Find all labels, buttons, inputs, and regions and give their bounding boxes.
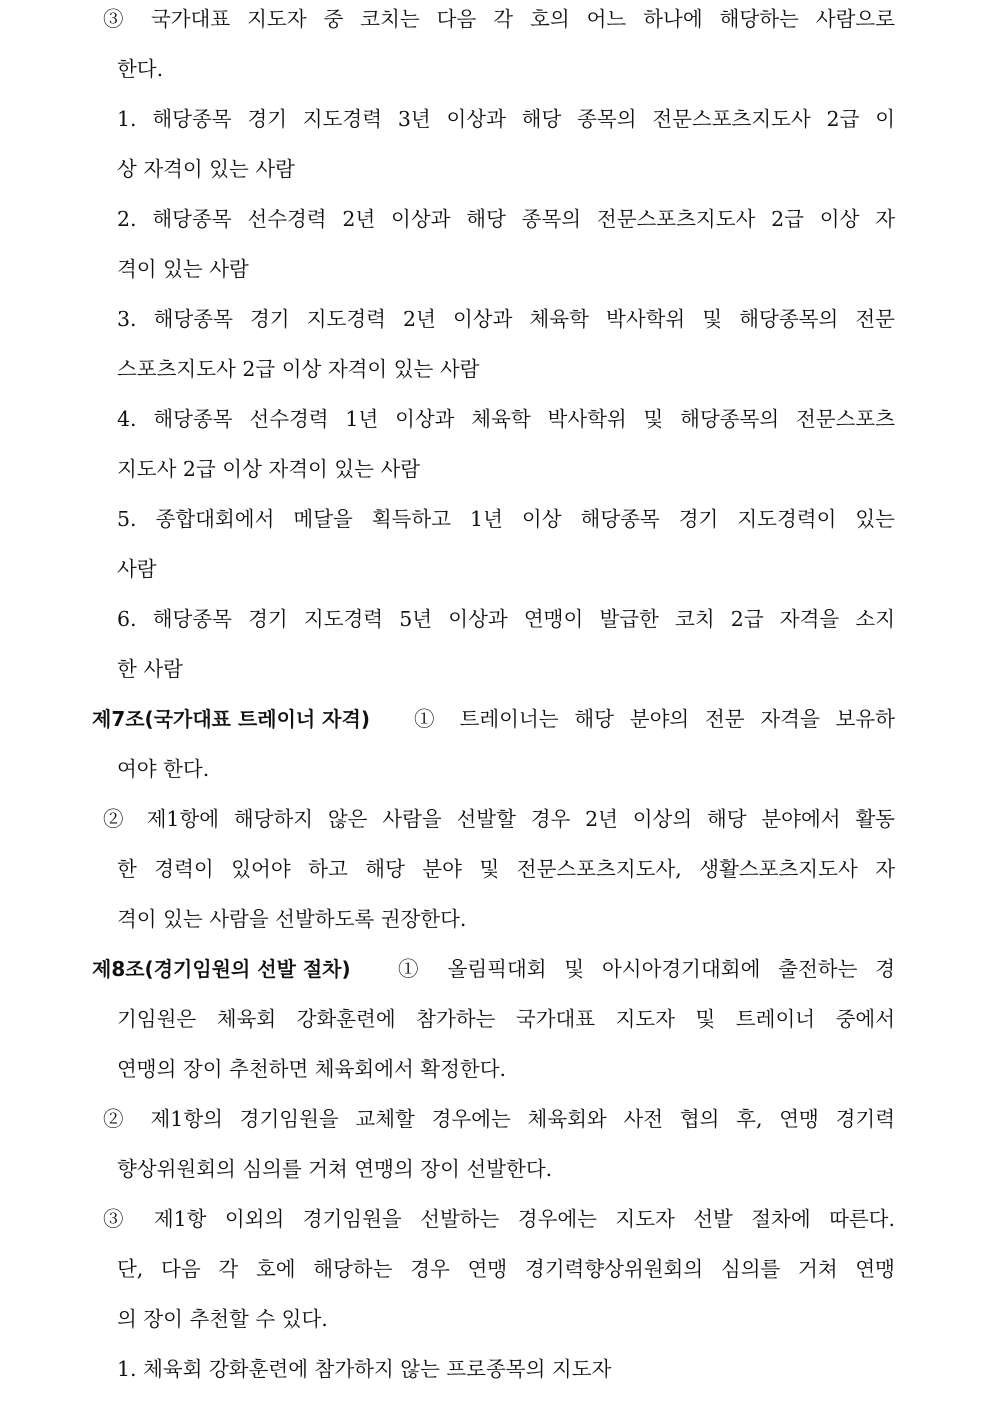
list-item-5-line-1: 5. 종합대회에서 메달을 획득하고 1년 이상 해당종목 경기 지도경력이 있는 — [117, 507, 895, 531]
article-8-para-3-line-1: ③ 제1항 이외의 경기임원을 선발하는 경우에는 지도자 선발 절차에 따른다. — [103, 1207, 895, 1231]
article-8-para-1-line-2: 기임원은 체육회 강화훈련에 참가하는 국가대표 지도자 및 트레이너 중에서 — [117, 1007, 895, 1031]
list-item-3-line-1: 3. 해당종목 경기 지도경력 2년 이상과 체육학 박사학위 및 해당종목의 전문 — [117, 307, 895, 331]
coach-qualification-line-1: ③ 국가대표 지도자 중 코치는 다음 각 호의 어느 하나에 해당하는 사람으로 — [103, 7, 895, 31]
article-8-list-item-1: 1. 체육회 강화훈련에 참가하지 않는 프로종목의 지도자 — [117, 1357, 612, 1381]
list-item-4-line-1: 4. 해당종목 선수경력 1년 이상과 체육학 박사학위 및 해당종목의 전문스포츠 — [117, 407, 895, 431]
list-item-2-line-2: 격이 있는 사람 — [117, 257, 249, 281]
article-7-heading: 제7조(국가대표 트레이너 자격) — [92, 707, 370, 731]
coach-qualification-line-2: 한다. — [117, 57, 164, 81]
list-item-1-line-1: 1. 해당종목 경기 지도경력 3년 이상과 해당 종목의 전문스포츠지도사 2급 이 — [117, 107, 895, 131]
article-8-para-3-line-2: 단, 다음 각 호에 해당하는 경우 연맹 경기력향상위원회의 심의를 거쳐 연맹 — [117, 1257, 895, 1281]
article-8-para-2-line-1: ② 제1항의 경기임원을 교체할 경우에는 체육회와 사전 협의 후, 연맹 경기력 — [103, 1107, 895, 1131]
article-8-para-2-line-2: 향상위원회의 심의를 거쳐 연맹의 장이 선발한다. — [117, 1157, 553, 1181]
list-item-6-line-2: 한 사람 — [117, 657, 183, 681]
article-8-para-1-line-1: ① 올림픽대회 및 아시아경기대회에 출전하는 경 — [398, 957, 895, 981]
article-8-para-1-line-3: 연맹의 장이 추천하면 체육회에서 확정한다. — [117, 1057, 507, 1081]
article-7-para-1-line-1: ① 트레이너는 해당 분야의 전문 자격을 보유하 — [414, 707, 895, 731]
list-item-3-line-2: 스포츠지도사 2급 이상 자격이 있는 사람 — [117, 357, 480, 381]
list-item-4-line-2: 지도사 2급 이상 자격이 있는 사람 — [117, 457, 421, 481]
list-item-5-line-2: 사람 — [117, 557, 157, 581]
list-item-6-line-1: 6. 해당종목 경기 지도경력 5년 이상과 연맹이 발급한 코치 2급 자격을 소지 — [117, 607, 895, 631]
list-item-1-line-2: 상 자격이 있는 사람 — [117, 157, 295, 181]
article-8-para-3-line-3: 의 장이 추천할 수 있다. — [117, 1307, 328, 1331]
article-7-para-1-line-2: 여야 한다. — [117, 757, 210, 781]
article-8-heading: 제8조(경기임원의 선발 절차) — [92, 957, 351, 981]
article-7-para-2-line-1: ② 제1항에 해당하지 않은 사람을 선발할 경우 2년 이상의 해당 분야에서 활동 — [103, 807, 895, 831]
list-item-2-line-1: 2. 해당종목 선수경력 2년 이상과 해당 종목의 전문스포츠지도사 2급 이상 자 — [117, 207, 895, 231]
article-7-para-2-line-2: 한 경력이 있어야 하고 해당 분야 및 전문스포츠지도사, 생활스포츠지도사 자 — [117, 857, 895, 881]
article-7-para-2-line-3: 격이 있는 사람을 선발하도록 권장한다. — [117, 907, 467, 931]
